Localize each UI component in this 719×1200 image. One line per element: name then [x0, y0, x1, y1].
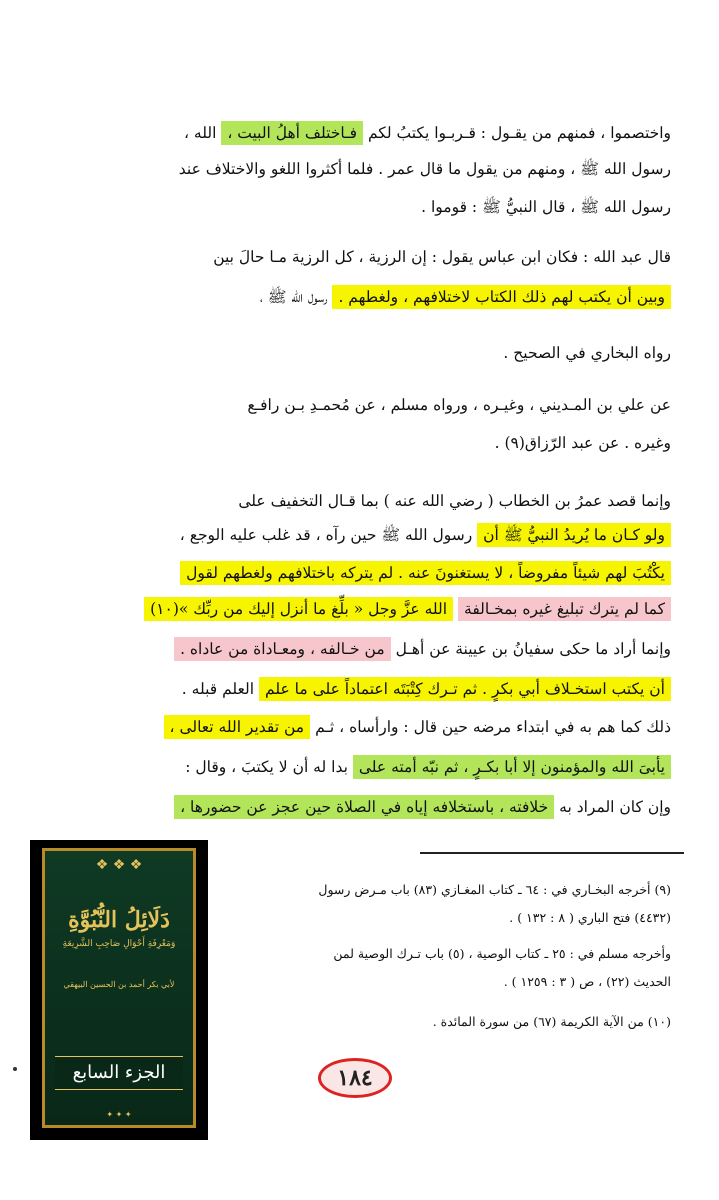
page-number: ١٨٤	[318, 1058, 392, 1098]
footnote-9-line-3: وأخرجه مسلم في : ٢٥ ـ كتاب الوصية ، (٥) باب تـرك الوصية لمن	[333, 946, 671, 961]
highlight-pink: من خـالفه ، ومعـاداة من عاداه .	[174, 637, 391, 661]
text-line-2: رسول الله ﷺ ، ومنهم من يقول ما قال عمر . فلما أكثروا اللغو والاختلاف عند	[178, 160, 671, 178]
text-line-4: قال عبد الله : فكان ابن عباس يقول : إن الرزية ، كل الرزية مـا حالَ بين	[213, 248, 671, 266]
text-line-12	[144, 596, 671, 622]
margin-dot	[13, 1067, 17, 1071]
publisher-logo-icon: ✦ ✦ ✦	[106, 1110, 132, 1119]
highlight-pink: كما لم يترك تبليغ غيره بمخـالفة	[458, 597, 671, 621]
footnote-9-line-1: (٩) أخرجه البخـاري في : ٦٤ ـ كتاب المغـازي (٨٣) باب مـرض رسول	[318, 882, 671, 897]
text-line-16	[185, 754, 671, 780]
text-line-6: رواه البخاري في الصحيح .	[503, 344, 671, 362]
cover-title: دَلَائِلُ النُّبُوَّةِ	[68, 907, 170, 933]
highlight-yellow: أن يكتب استخـلاف أبي بكرٍ . ثم تـرك كِتْبَتَه اعتماداً على ما علم	[259, 677, 671, 701]
text-segment: رسول الله ﷺ حين رآه ، قد غلب عليه الوجع ،	[179, 526, 473, 544]
footnote-9-line-4: الحديث (٢٢) ، ص ( ٣ : ١٢٥٩ ) .	[503, 974, 671, 989]
text-line-13	[174, 636, 671, 662]
footnote-divider	[420, 852, 684, 854]
book-cover-image	[30, 840, 208, 1140]
text-segment: واختصموا ، فمنهم من يقـول : قـربـوا يكتبُ لكم	[367, 124, 671, 142]
highlight-yellow: من تقدير الله تعالى ،	[164, 715, 311, 739]
text-line-14	[182, 676, 671, 702]
text-line-7: عن علي بن المـديني ، وغيـره ، ورواه مسلم ، عن مُحمـدِ بـن رافـع	[247, 396, 671, 414]
cover-volume: الجزء السابع	[55, 1056, 183, 1090]
text-segment: الله ،	[183, 124, 217, 142]
footnote-9-line-2: (٤٤٣٢) فتح الباري ( ٨ : ١٣٢ ) .	[509, 910, 671, 925]
highlight-yellow: الله عزَّ وجل « بلِّغ ما أنزل إليك من ربِّك »(١٠)	[144, 597, 453, 621]
text-segment: وإن كان المراد به	[559, 798, 671, 816]
text-segment: وإنما أراد ما حكى سفيانُ بن عيينة عن أهـل	[395, 640, 671, 658]
book-cover-frame	[42, 848, 196, 1128]
cover-subtitle: وَمَعْرِفَةِ أَحْوَالِ صَاحِبِ الشَّرِيعَةِ	[62, 939, 176, 949]
text-segment: بدا له أن لا يكتبَ ، وقال :	[185, 758, 348, 776]
text-line-9: وإنما قصد عمرُ بن الخطاب ( رضي الله عنه ) بما قـال التخفيف على	[238, 492, 671, 510]
highlight-green: خلافته ، باستخلافه إياه في الصلاة حين عجز عن حضورها ،	[174, 795, 554, 819]
text-line-1	[184, 120, 671, 146]
text-line-17	[174, 794, 671, 820]
text-line-8: وغيره . عن عبد الرّزاق(٩) .	[494, 434, 671, 452]
footnote-10: (١٠) من الآية الكريمة (٦٧) من سورة المائدة .	[432, 1014, 671, 1029]
text-line-11	[180, 560, 671, 586]
text-line-3: رسول الله ﷺ ، قال النبيُّ ﷺ : قوموا .	[421, 198, 671, 216]
text-line-10	[180, 522, 671, 548]
highlight-yellow: وبين أن يكتب لهم ذلك الكتاب لاختلافهم ، ولغطهم .	[332, 285, 671, 309]
text-segment: ذلك كما هم به في ابتداء مرضه حين قال : وارأساه ، ثـم	[315, 718, 671, 736]
highlight-yellow: يكْتُبَ لهم شيئاً مفروضاً ، لا يستغنونَ عنه . لم يتركه باختلافهم ولغطهم لقول	[180, 561, 671, 585]
text-segment: العلم قبله .	[181, 680, 255, 698]
text-line-15	[164, 714, 671, 740]
highlight-green: فـاختلف أهلُ البيت ،	[221, 121, 363, 145]
highlight-green: يأبىَ الله والمؤمنون إلا أبا بكـرٍ ، ثم نبّه أمته على	[353, 755, 671, 779]
text-segment: رسول الله ﷺ ،	[259, 288, 328, 306]
text-line-5	[260, 284, 671, 310]
cover-author: لأبي بكر أحمد بن الحسين البيهقي	[63, 980, 175, 989]
highlight-yellow: ولو كـان ما يُريدُ النبيُّ ﷺ أن	[477, 523, 671, 547]
ornament-icon: ❖ ❖ ❖	[95, 857, 143, 873]
